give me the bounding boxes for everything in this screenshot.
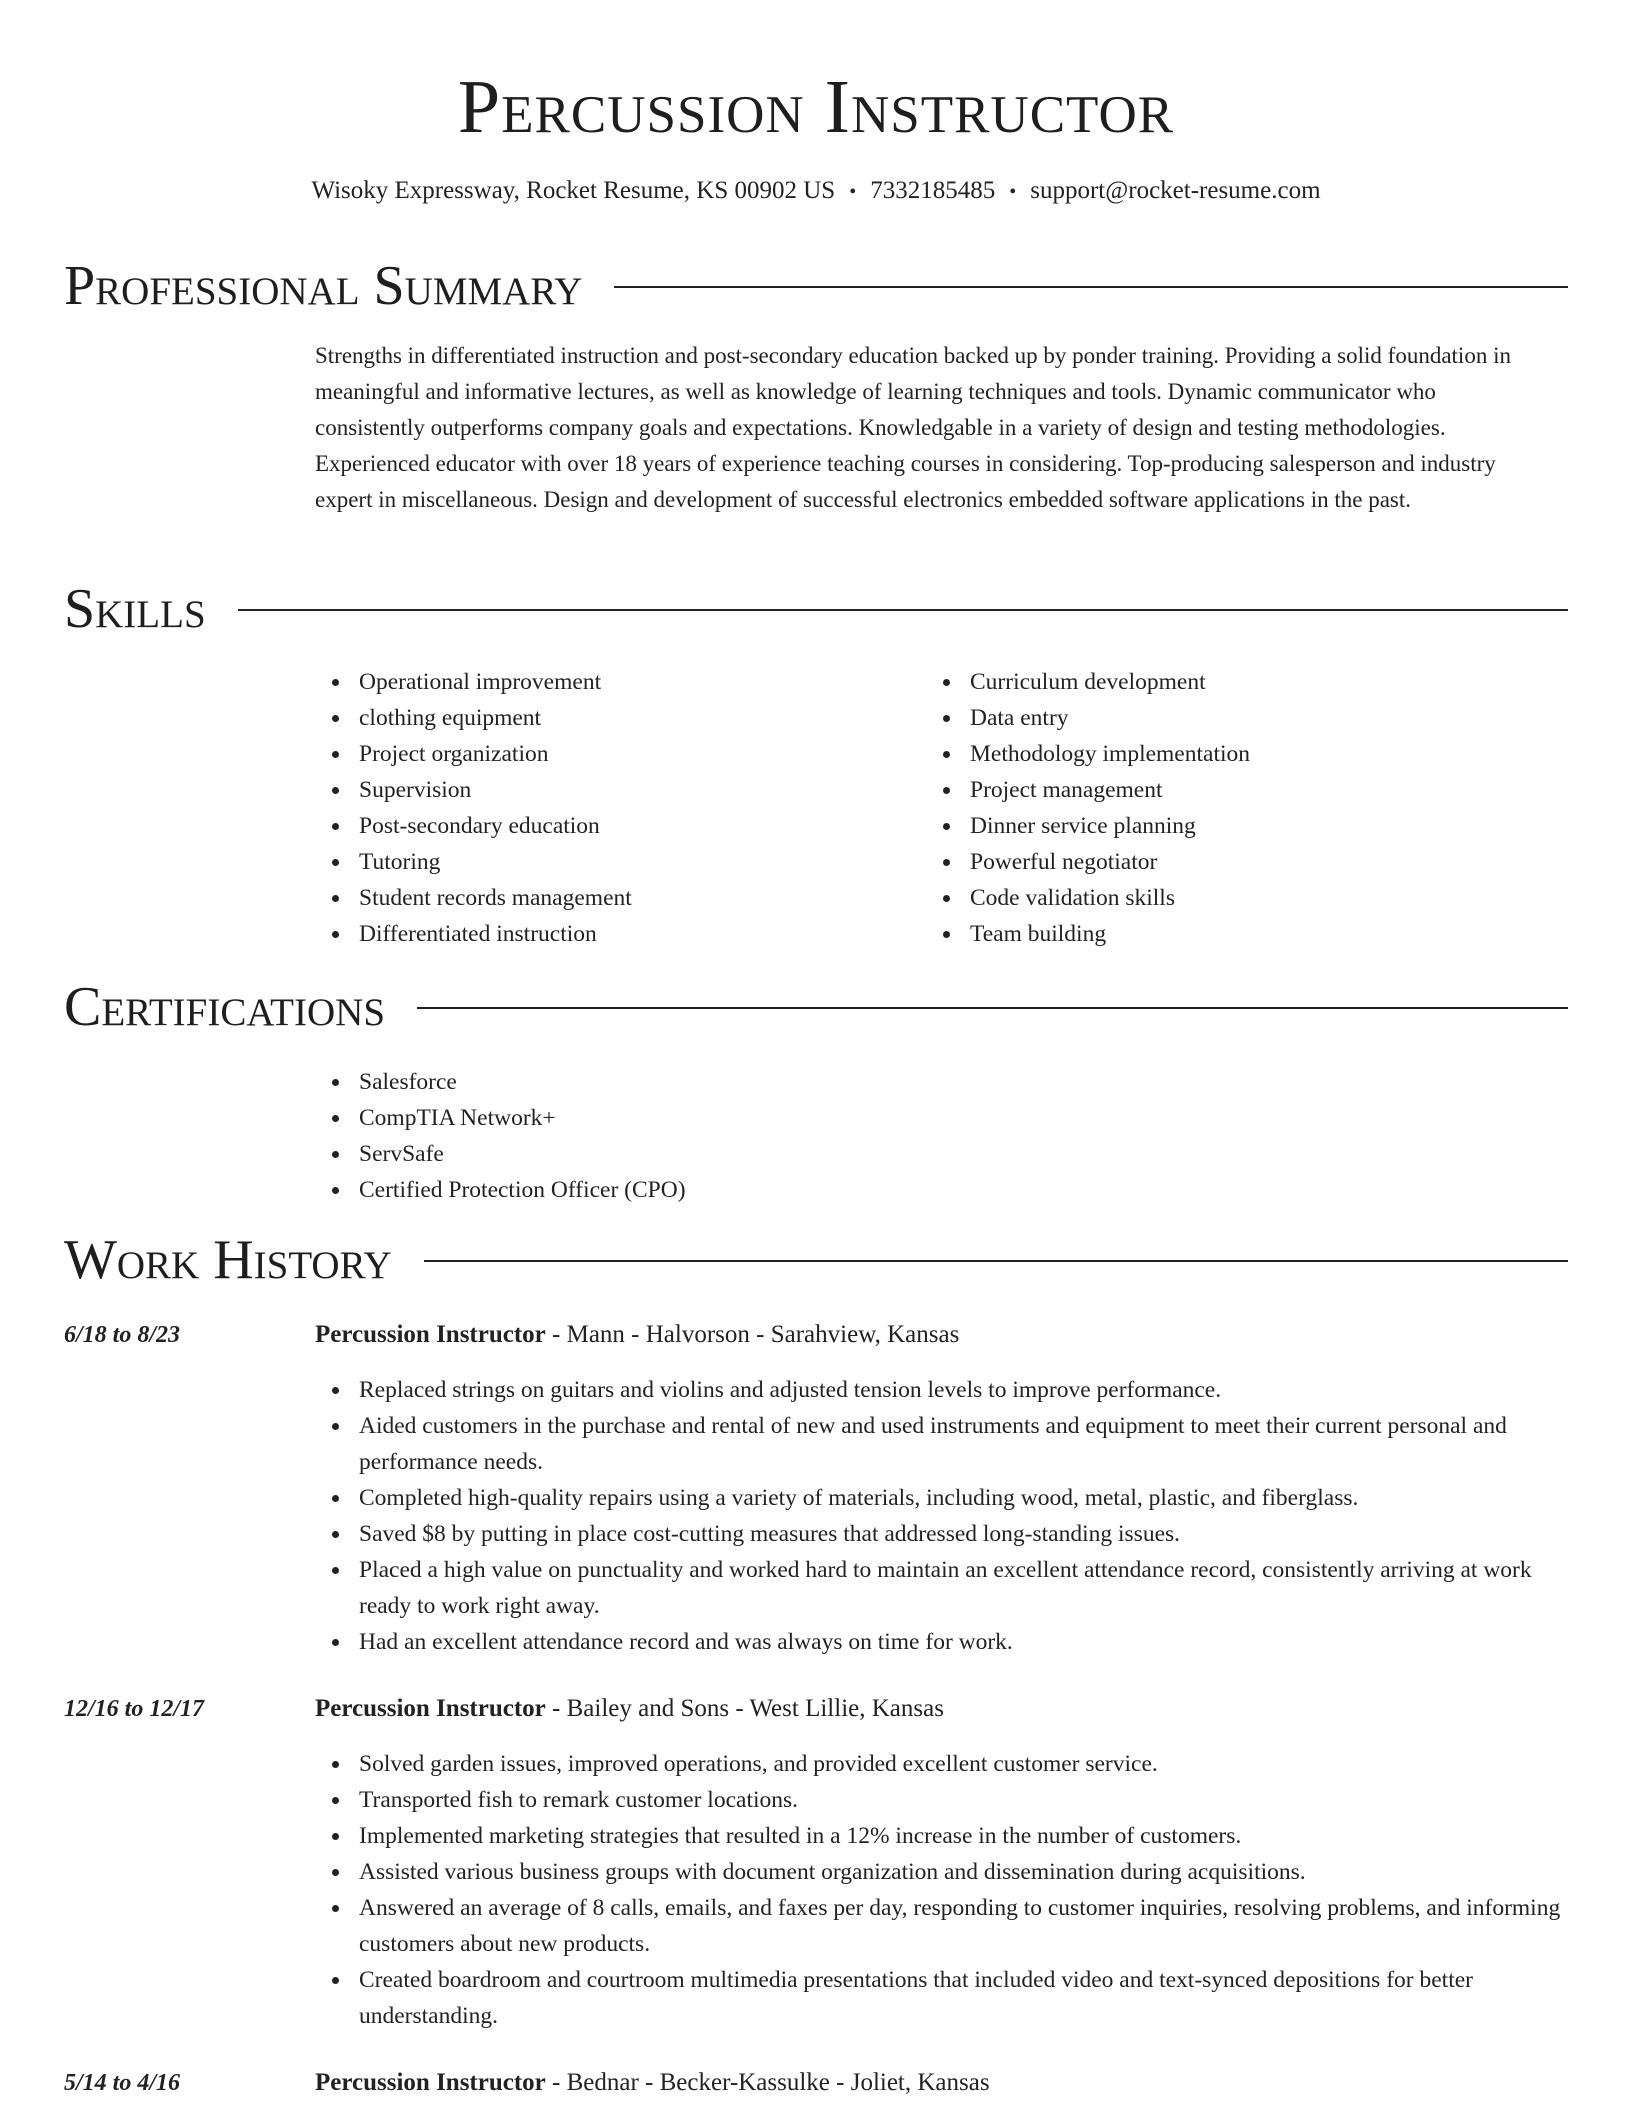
work-history-heading: Work History	[64, 1229, 392, 1291]
skill-item: Tutoring	[359, 844, 632, 880]
job-employer-location: - Bailey and Sons - West Lillie, Kansas	[545, 1695, 944, 1722]
job-employer-location: - Mann - Halvorson - Sarahview, Kansas	[545, 1321, 960, 1348]
job-bullet: Replaced strings on guitars and violins and adjusted tension levels to improve performance.	[359, 1372, 1568, 1408]
certifications-heading: Certifications	[64, 976, 386, 1038]
skill-item: Differentiated instruction	[359, 916, 632, 952]
job-bullet: Aided customers in the purchase and rental of new and used instruments and equipment to meet their current personal and performance needs.	[359, 1408, 1568, 1480]
certification-item: CompTIA Network+	[359, 1100, 686, 1136]
summary-heading: Professional Summary	[64, 255, 583, 317]
skills-heading: Skills	[64, 578, 206, 640]
job-title-line	[315, 2066, 990, 2100]
job-dates: 5/14 to 4/16	[64, 2070, 181, 2096]
job-title: Percussion Instructor	[315, 1695, 546, 1722]
job-bullet: Placed a high value on punctuality and worked hard to maintain an excellent attendance record, consistently arriving at work ready to work right away.	[359, 1552, 1568, 1624]
skill-item: Dinner service planning	[970, 808, 1250, 844]
job-bullet: Saved $8 by putting in place cost-cutting measures that addressed long-standing issues.	[359, 1516, 1568, 1552]
contact-line	[0, 174, 1632, 209]
certification-item: ServSafe	[359, 1136, 686, 1172]
skill-item: Team building	[970, 916, 1250, 952]
skill-item: Data entry	[970, 700, 1250, 736]
skills-list-right	[926, 664, 1250, 952]
skill-item: clothing equipment	[359, 700, 632, 736]
job-dates: 12/16 to 12/17	[64, 1696, 205, 1722]
skill-item: Curriculum development	[970, 664, 1250, 700]
job-title: Percussion Instructor	[315, 1321, 546, 1348]
skill-item: Code validation skills	[970, 880, 1250, 916]
skill-item: Post-secondary education	[359, 808, 632, 844]
section-divider	[614, 286, 1568, 288]
job-title: Percussion Instructor	[315, 2069, 546, 2096]
certifications-list	[315, 1064, 686, 1208]
job-title-line	[315, 1318, 959, 1352]
job-bullet: Implemented marketing strategies that resulted in a 12% increase in the number of customers.	[359, 1818, 1568, 1854]
skill-item: Student records management	[359, 880, 632, 916]
skill-item: Project organization	[359, 736, 632, 772]
job-bullet: Solved garden issues, improved operations, and provided excellent customer service.	[359, 1746, 1568, 1782]
job-employer-location: - Bednar - Becker-Kassulke - Joliet, Kansas	[545, 2069, 990, 2096]
skill-item: Methodology implementation	[970, 736, 1250, 772]
skill-item: Project management	[970, 772, 1250, 808]
contact-email: support@rocket-resume.com	[1030, 177, 1321, 204]
job-bullet: Had an excellent attendance record and was always on time for work.	[359, 1624, 1568, 1660]
skills-list-left	[315, 664, 632, 952]
section-divider	[424, 1260, 1568, 1262]
job-bullet: Assisted various business groups with document organization and dissemination during acquisitions.	[359, 1854, 1568, 1890]
section-divider	[238, 609, 1568, 611]
contact-address: Wisoky Expressway, Rocket Resume, KS 00902 US	[311, 177, 836, 204]
job-bullet: Answered an average of 8 calls, emails, and faxes per day, responding to customer inquiries, resolving problems, and informing customers about new products.	[359, 1890, 1568, 1962]
job-bullets	[315, 1746, 1568, 2034]
job-bullet: Created boardroom and courtroom multimedia presentations that included video and text-synced depositions for better understanding.	[359, 1962, 1568, 2034]
certifications-section-header	[64, 975, 1568, 1039]
contact-phone: 7332185485	[870, 177, 996, 204]
skill-item: Operational improvement	[359, 664, 632, 700]
summary-section-header	[64, 254, 1568, 318]
summary-text: Strengths in differentiated instruction and post-secondary education backed up by ponder training. Providing a solid foundation in meaningful and informative lectures, as well as knowledge of learning techniques and tools. Dynamic communicator who consistently outperforms company goals and expectations. Knowledgable in a variety of design and testing methodologies. Experienced educator with over 18 years of experience teaching courses in considering. Top-producing salesperson and industry expert in miscellaneous. Design and development of successful electronics embedded software applications in the past.	[315, 343, 1511, 512]
job-dates: 6/18 to 8/23	[64, 1322, 181, 1348]
section-divider	[417, 1007, 1568, 1009]
contact-separator: •	[1009, 181, 1017, 203]
job-bullet: Transported fish to remark customer locations.	[359, 1782, 1568, 1818]
contact-separator: •	[849, 181, 857, 203]
certification-item: Salesforce	[359, 1064, 686, 1100]
skill-item: Supervision	[359, 772, 632, 808]
work-history-section-header	[64, 1228, 1568, 1292]
certification-item: Certified Protection Officer (CPO)	[359, 1172, 686, 1208]
job-bullets	[315, 1372, 1568, 1660]
skill-item: Powerful negotiator	[970, 844, 1250, 880]
skills-section-header	[64, 577, 1568, 641]
job-bullet: Completed high-quality repairs using a variety of materials, including wood, metal, plastic, and fiberglass.	[359, 1480, 1568, 1516]
candidate-name: Percussion Instructor	[457, 65, 1175, 149]
job-title-line	[315, 1692, 944, 1726]
